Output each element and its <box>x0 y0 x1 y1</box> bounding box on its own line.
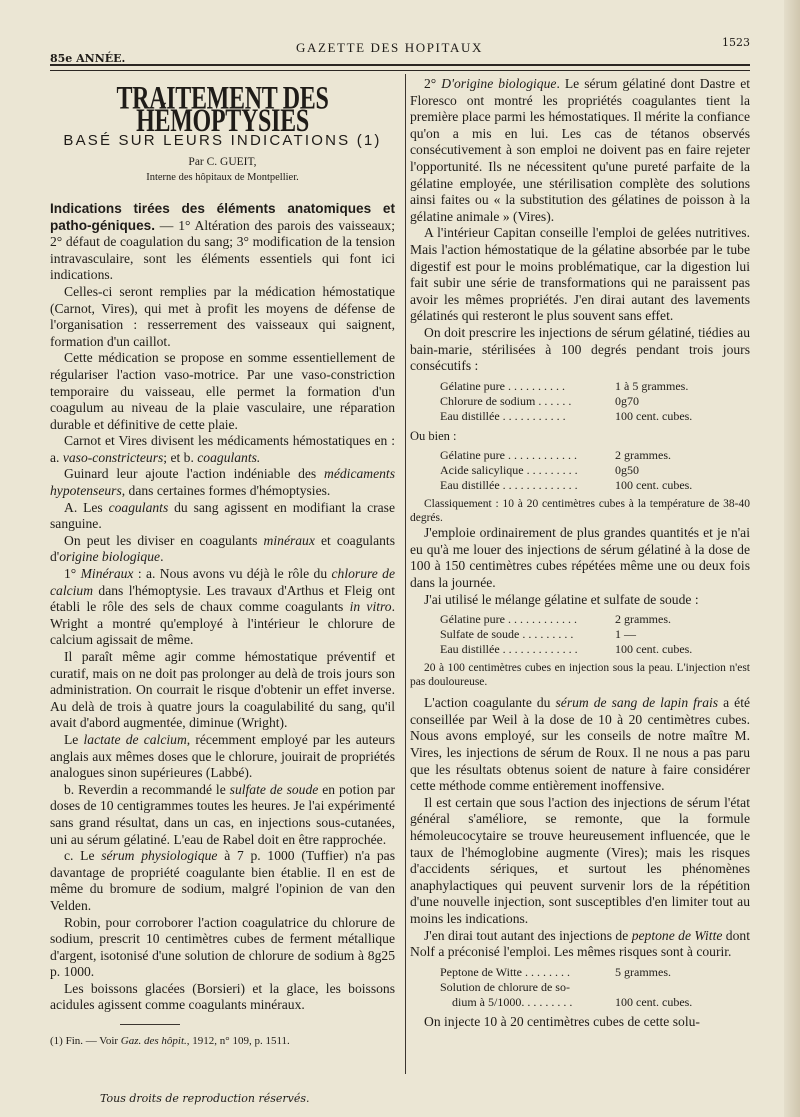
paragraph <box>50 566 395 649</box>
ingredient: Acide salicylique . . . . . . . . . <box>440 463 578 478</box>
paragraph <box>50 433 395 466</box>
italic-term: lactate de calcium <box>83 731 187 747</box>
injection-note: 20 à 100 centimètres cubes en injection sous la peau. L'injection n'est pas douloureuse. <box>410 662 750 689</box>
text: Carnot et Vires divisent les médicaments hémostatiques en : a. <box>50 433 395 465</box>
paragraph <box>50 782 395 848</box>
quantity: 5 grammes. <box>615 964 671 979</box>
paragraph <box>410 695 750 795</box>
italic-term: in vitro <box>349 599 392 615</box>
paragraph <box>410 928 750 961</box>
italic-term: sérum de sang de lapin frais <box>555 695 719 711</box>
author-byline: Par C. GUEIT, <box>188 155 257 168</box>
paragraph: J'ai utilisé le mélange gélatine et sulfate de soude : <box>424 591 699 607</box>
formula-gelatine-sulfate <box>440 612 750 657</box>
page-header <box>50 32 750 72</box>
dosage-note: Classiquement : 10 à 20 centimètres cubes à la température de 38-40 degrés. <box>410 498 750 525</box>
page-number: 1523 <box>722 36 750 49</box>
formula-row <box>440 379 750 394</box>
paragraph <box>50 848 395 914</box>
section-heading: Indications tirées des éléments anatomiques et patho-géniques. <box>50 200 395 233</box>
ingredient: Chlorure de sodium . . . . . . <box>440 393 572 408</box>
paragraph: Il est certain que sous l'action des injections de sérum l'état général s'améliore, se remonte, que la formule hémoleucocytaire se trouve heureusement influencée, que le taux de l'hémoglobine augmente (Vires); mais les risques d'accidents sériques, et surtout les phénomènes anaphylactiques qui peuvent survenir lors de la répétition d'une nouvelle injection, sont susceptibles d'en limiter tout au moins les indications. <box>410 794 750 926</box>
text: b. Reverdin a recommandé le <box>64 781 230 797</box>
text: c. Le <box>64 848 102 864</box>
italic-term: Gaz. des hôpit. <box>120 1035 187 1048</box>
ingredient: dium à 5/1000. . . . . . . . . <box>440 994 573 1009</box>
ingredient: Gélatine pure . . . . . . . . . . . . <box>440 612 577 627</box>
quantity: 0g50 <box>615 463 639 478</box>
ingredient: Gélatine pure . . . . . . . . . . <box>440 378 565 393</box>
text: . Wright a montré qu'employé à l'intérieur le chlorure de calcium agissait de même. <box>50 599 395 648</box>
paragraph: A l'intérieur Capitan conseille l'emploi de gelées nutritives. Mais l'action hémostatique de la gélatine absorbée par le tube digestif est pour le moins problématique, car la digestion lui fait subir une série de transformations qui ne paraissent pas avoir les mêmes propriétés. J'en dirai autant des lavements gélatinés qui resteront le plus souvent sans effet. <box>410 225 750 324</box>
text: dans l'hémoptysie. Les travaux d'Arthus et Fleig ont établi le rôle des sels de chaux comme coagulants <box>50 582 395 615</box>
paragraph <box>50 500 395 533</box>
paragraph <box>50 466 395 499</box>
italic-term: origine biologique <box>59 549 161 565</box>
quantity: 1 à 5 grammes. <box>615 378 689 393</box>
quantity: 1 — <box>615 627 636 642</box>
italic-term: coagulants <box>108 499 169 515</box>
paragraph: Celles-ci seront remplies par la médication hémostatique (Carnot, Vires), qui met à profit les moyens de défense de l'organisation : resserrement des vaisseaux qui saignent, formation d'un caillot. <box>50 283 395 349</box>
text: Le <box>64 731 84 747</box>
formula-row <box>440 995 750 1010</box>
paragraph: J'emploie ordinairement de plus grandes quantités et je n'ai eu qu'à me louer des injections de sérum gélatiné à la dose de 100 à 150 centimètres cubes répétées même une ou deux fois dans la journée. <box>410 525 750 591</box>
paragraph <box>50 732 395 782</box>
text: dont Nolf a préconisé l'emploi. Les mêmes risques sont à courir. <box>410 927 750 960</box>
footnote-rule <box>120 1024 180 1025</box>
ingredient: Eau distillée . . . . . . . . . . . <box>440 408 566 423</box>
text: du sang agissent en modifiant la crase sanguine. <box>50 499 396 532</box>
text: . Le sérum gélatiné dont Dastre et Floresco ont montré les propriétés coagulantes tient la première place parmi les hémostatiques. Il mérite la confiance qu'on a mis en lui. Les cas de tétanos observés consécutivement à son emploi ne doivent pas en faire rejeter l'opportunité. Ils ne nécessitent qu'une pureté parfaite de la gélatine employée, une stérilisation complète des solutions ainsi faites ou « la substitution des gélatines de poisson à la gélatine animale » (Vires). <box>410 76 751 224</box>
ingredient: Eau distillée . . . . . . . . . . . . . <box>440 478 578 493</box>
text: J'en dirai tout autant des injections de <box>424 927 632 943</box>
italic-term: D'origine biologique <box>441 76 557 91</box>
ingredient: Eau distillée . . . . . . . . . . . . . <box>440 642 578 657</box>
formula-row <box>440 448 750 463</box>
text: , récemment employé par les auteurs anglais aux mêmes doses que le chlorure, jouirait de propriétés analogues sinon supérieures (Labbé). <box>50 731 395 781</box>
formula-peptone <box>440 965 750 1010</box>
paragraph: Les boissons glacées (Borsieri) et la glace, les boissons acidules agissent comme coagulants minéraux. <box>50 980 395 1013</box>
text: On peut les diviser en coagulants <box>64 532 264 548</box>
italic-term: vaso-constricteurs <box>62 449 164 465</box>
text: . <box>160 549 164 565</box>
italic-term: Minéraux <box>80 566 134 582</box>
alternative-label: Ou bien : <box>410 428 457 443</box>
right-column <box>410 76 750 1030</box>
quantity: 100 cent. cubes. <box>615 994 693 1009</box>
formula-gelatine-salicylique <box>440 448 750 493</box>
text: et coagulants d' <box>50 532 395 565</box>
ingredient: Peptone de Witte . . . . . . . . <box>440 964 570 979</box>
formula-gelatine-chlorure <box>440 379 750 424</box>
page-edge-shadow <box>784 0 800 1117</box>
italic-term: sulfate de soude <box>229 781 319 797</box>
paragraph-indications <box>50 201 395 284</box>
text: en potion par doses de 10 centigrammes toutes les heures. Je l'ai expérimenté sans grand résultat, dans un cas, en injections sous-cutanées, uni au sérum gélatiné. L'eau de Rabel doit en être rapprochée. <box>50 781 396 847</box>
ingredient: Sulfate de soude . . . . . . . . . <box>440 627 574 642</box>
quantity: 2 grammes. <box>615 612 671 627</box>
text: A. Les <box>64 499 109 515</box>
text: 1° <box>64 566 81 582</box>
quantity: 0g70 <box>615 393 639 408</box>
paragraph: Robin, pour corroborer l'action coagulatrice du chlorure de sodium, prescrit 10 centimètres cubes de ferment métallique d'argent, isotonisé d'une solution de chlorure de sodium à 8g25 p. 1000. <box>50 914 395 980</box>
paragraph <box>410 76 750 225</box>
text: L'action coagulante du <box>424 695 556 711</box>
paragraph: On doit prescrire les injections de sérum gélatiné, tiédies au bain-marie, stérilisées à 100 degrés pendant trois jours consécutifs : <box>410 324 750 374</box>
formula-row <box>440 642 750 657</box>
text: : a. Nous avons vu déjà le rôle du <box>133 566 332 582</box>
text: 2° <box>424 76 442 91</box>
article-subtitle: BASÉ SUR LEURS INDICATIONS (1) <box>63 132 382 150</box>
left-column <box>50 81 396 1050</box>
quantity <box>615 980 745 995</box>
rights-notice: Tous droits de reproduction réservés. <box>100 1092 310 1105</box>
paragraph-text: — 1° Altération des parois des vaisseaux; 2° défaut de coagulation du sang; 3° modification de la tension intravasculaire, sont les éléments essentiels qui font ici indications. <box>50 217 395 283</box>
formula-row <box>440 409 750 424</box>
quantity: 2 grammes. <box>615 448 671 463</box>
text: , dans certaines formes d'hémoptysies. <box>121 483 331 499</box>
paragraph: Cette médication se propose en somme essentiellement de régulariser l'action vaso-motrice. Par une vaso-constriction temporaire du vaisseau, elle permet la formation d'un coagulum au niveau de la plaie vasculaire, une réparation durable et définitive de cette plaie. <box>50 350 395 432</box>
text: , 1912, n° 109, p. 1511. <box>186 1035 290 1048</box>
author-affiliation: Interne des hôpitaux de Montpellier. <box>146 172 299 184</box>
footnote <box>50 1033 395 1050</box>
quantity: 100 cent. cubes. <box>615 478 693 493</box>
formula-row <box>440 965 750 980</box>
paragraph: On injecte 10 à 20 centimètres cubes de cette solu- <box>424 1013 700 1029</box>
italic-term: peptone de Witte <box>631 927 723 943</box>
quantity: 100 cent. cubes. <box>615 408 693 423</box>
italic-term: sérum physiologique <box>101 848 218 864</box>
italic-term: médicaments hypotenseurs <box>50 466 395 499</box>
formula-row <box>440 478 750 493</box>
formula-row <box>440 394 750 409</box>
text: Guinard leur ajoute l'action indéniable des <box>64 466 325 482</box>
formula-row <box>440 627 750 642</box>
formula-row <box>440 612 750 627</box>
column-divider <box>405 74 406 1074</box>
text: (1) Fin. — Voir <box>50 1035 121 1048</box>
ingredient: Solution de chlorure de so- <box>440 979 570 994</box>
header-rule-thin <box>50 70 750 71</box>
paragraph: Il paraît même agir comme hémostatique préventif et curatif, mais on ne doit pas prolonger au delà de trois jours son administration. On courrait le risque d'obtenir un effet inverse. Au delà de trois à quatre jours la coagulabilité du sang, qu'il avait d'abord augmentée, diminue (Wright). <box>50 649 395 731</box>
text: a été conseillée par Weil à la dose de 10 à 20 centimètres cubes. Nous avons employé, sur les conseils de notre maître M. Vires, les injections de sérum de Roux. Il ne nous a pas paru que les résultats obtenus soient de nature à faire considérer cette méthode comme entièrement inoffensive. <box>410 695 750 794</box>
quantity: 100 cent. cubes. <box>615 642 693 657</box>
edition-year: 85e ANNÉE. <box>50 52 126 65</box>
ingredient: Gélatine pure . . . . . . . . . . . . <box>440 448 577 463</box>
header-rule <box>50 64 750 66</box>
formula-row <box>440 463 750 478</box>
journal-title: GAZETTE DES HOPITAUX <box>296 40 483 55</box>
italic-term: chlorure de calcium <box>50 566 396 598</box>
article-title: TRAITEMENT DES HÉMOPTYSIES <box>116 81 329 139</box>
text: à 7 p. 1000 (Tuffier) n'a pas davantage de propriété coagulante bien établie. Il en est de même du bromure de sodium, malgré l'opinion de van den Velden. <box>50 848 395 913</box>
italic-term: coagulants. <box>197 449 261 465</box>
italic-term: minéraux <box>263 532 315 548</box>
paragraph <box>50 533 395 566</box>
text: ; et b. <box>163 449 198 465</box>
formula-row <box>440 980 750 995</box>
